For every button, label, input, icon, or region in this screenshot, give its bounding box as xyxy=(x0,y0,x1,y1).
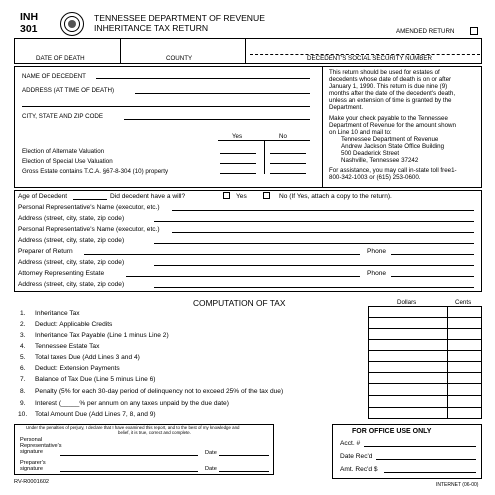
rep2-name-field[interactable] xyxy=(172,232,474,233)
line-5-amount[interactable] xyxy=(369,351,481,361)
line-3-amount[interactable] xyxy=(369,329,481,339)
will-yes-label: Yes xyxy=(236,193,247,200)
line-4-amount[interactable] xyxy=(369,340,481,350)
instructions-line: January 1, 1990. This return is due nine (9) xyxy=(329,83,448,90)
form-version: INTERNET (06-00) xyxy=(436,482,479,488)
line-10-label: Total Amount Due (Add Lines 7, 8, and 9) xyxy=(35,411,156,418)
date-recd-field[interactable] xyxy=(376,459,476,460)
will-yes-checkbox[interactable] xyxy=(223,192,230,199)
gross-estate-no[interactable] xyxy=(270,173,306,174)
special-use-no[interactable] xyxy=(270,163,306,164)
attorney-address-field[interactable] xyxy=(154,287,474,288)
rep1-name-field[interactable] xyxy=(172,210,474,211)
preparer-phone-label: Phone xyxy=(367,248,387,255)
rep-date-field[interactable] xyxy=(219,455,269,456)
rep2-address-field[interactable] xyxy=(154,243,474,244)
rep2-address-label: Address (street, city, state, zip code) xyxy=(18,237,125,244)
special-use-yes[interactable] xyxy=(220,163,256,164)
perjury-statement-2: belief, it is true, correct and complete. xyxy=(118,430,191,435)
special-use-label: Election of Special Use Valuation xyxy=(22,158,113,165)
state-seal-icon xyxy=(60,12,84,36)
line-7-label: Balance of Tax Due (Line 5 minus Line 6) xyxy=(35,376,156,383)
form-title: INHERITANCE TAX RETURN xyxy=(94,23,209,33)
form-id: RV-R0001602 xyxy=(14,479,50,485)
preparer-signature-field[interactable] xyxy=(60,471,198,472)
line-2-amount[interactable] xyxy=(369,318,481,328)
alternate-valuation-label: Election of Alternate Valuation xyxy=(22,148,105,155)
line-6-label: Deduct: Extension Payments xyxy=(35,365,120,372)
line-9-number: 9. xyxy=(20,400,26,407)
preparer-address-label: Address (street, city, state, zip code) xyxy=(18,259,125,266)
mailing-address-line: Nashville, Tennessee 37242 xyxy=(341,157,419,164)
decedent-name-field[interactable] xyxy=(96,78,310,79)
dollars-header: Dollars xyxy=(397,299,417,306)
line-9-amount[interactable] xyxy=(369,396,481,407)
line-8-amount[interactable] xyxy=(369,384,481,395)
gross-estate-label: Gross Estate contains T.C.A. §67-8-304 (10) property xyxy=(22,168,169,175)
rep1-label: Personal Representative's Name (executor, etc.) xyxy=(18,204,160,211)
county-field[interactable] xyxy=(122,40,243,54)
alternate-valuation-no[interactable] xyxy=(270,153,306,154)
assistance-line: 800-342-1003 or (615) 253-0600. xyxy=(329,174,421,181)
line-6-amount[interactable] xyxy=(369,362,481,372)
line-7-amount[interactable] xyxy=(369,373,481,383)
instructions-line: Department of Revenue for the amount shown xyxy=(329,122,456,129)
instructions-line: decedents whose date of death is on or after xyxy=(329,76,452,83)
preparer-date-label: Date xyxy=(205,466,217,472)
gross-estate-yes[interactable] xyxy=(220,173,256,174)
amt-recd-field[interactable] xyxy=(384,472,476,473)
decedent-name-label: NAME OF DECEDENT xyxy=(22,73,86,80)
preparer-date-field[interactable] xyxy=(219,471,269,472)
mailing-address-line: Tennessee Department of Revenue xyxy=(341,136,439,143)
instructions-line: months after the date of the decedent's death, xyxy=(329,90,456,97)
decedent-address-line2[interactable] xyxy=(22,106,310,107)
acct-field[interactable] xyxy=(364,446,476,447)
ssn-label: DECEDENT'S SOCIAL SECURITY NUMBER xyxy=(307,55,432,62)
rep1-address-field[interactable] xyxy=(154,221,474,222)
attorney-label: Attorney Representing Estate xyxy=(18,270,105,277)
preparer-label: Preparer of Return xyxy=(18,248,73,255)
amt-recd-label: Amt. Rec'd $ xyxy=(340,466,378,473)
perjury-statement: Under the penalties of perjury, I declare that I have examined this report, and to the best of my knowledge and xyxy=(26,425,240,430)
instructions-line: This return should be used for estates of xyxy=(329,69,440,76)
date-of-death-label: DATE OF DEATH xyxy=(36,55,85,62)
decedent-city-field[interactable] xyxy=(124,119,310,120)
alternate-valuation-yes[interactable] xyxy=(220,153,256,154)
amended-return-checkbox[interactable] xyxy=(470,27,478,35)
rep1-address-label: Address (street, city, state, zip code) xyxy=(18,215,125,222)
line-2-number: 2. xyxy=(20,321,26,328)
attorney-name-field[interactable] xyxy=(126,276,360,277)
computation-title: COMPUTATION OF TAX xyxy=(193,298,286,308)
date-recd-label: Date Rec'd xyxy=(340,453,373,460)
line-4-label: Tennessee Estate Tax xyxy=(35,343,100,350)
line-1-number: 1. xyxy=(20,310,26,317)
instructions-line: unless an extension of time is granted by the xyxy=(329,97,452,104)
line-7-number: 7. xyxy=(20,376,26,383)
line-3-number: 3. xyxy=(20,332,26,339)
election-yes-header: Yes xyxy=(232,133,243,140)
line-8-label: Penalty (5% for each 30-day period of delinquency not to exceed 25% of the tax due) xyxy=(35,388,284,395)
ssn-field[interactable] xyxy=(250,40,480,55)
age-field[interactable] xyxy=(73,199,107,200)
instructions-line: on Line 10 and mail to: xyxy=(329,129,392,136)
decedent-address-field[interactable] xyxy=(135,93,310,94)
line-1-label: Inheritance Tax xyxy=(35,310,80,317)
decedent-address-label: ADDRESS (AT TIME OF DEATH) xyxy=(22,87,115,94)
line-5-number: 5. xyxy=(20,354,26,361)
instructions-line: Make your check payable to the Tennessee xyxy=(329,115,448,122)
preparer-signature-label: Preparer's xyxy=(20,460,46,466)
rep-signature-label-2: Representative's xyxy=(20,443,62,449)
mailing-address-line: Andrew Jackson State Office Building xyxy=(341,143,445,150)
attorney-phone-field[interactable] xyxy=(391,276,474,277)
will-question: Did decedent have a will? xyxy=(110,193,186,200)
instructions-line: Department. xyxy=(329,104,364,111)
county-label: COUNTY xyxy=(166,55,193,62)
acct-label: Acct. # xyxy=(340,440,361,447)
line-9-label: Interest (_____% per annum on any taxes unpaid by the due date) xyxy=(35,400,229,407)
decedent-city-label: CITY, STATE AND ZIP CODE xyxy=(22,113,104,120)
will-no-checkbox[interactable] xyxy=(263,192,270,199)
line-10-amount[interactable] xyxy=(369,408,481,418)
line-10-number: 10. xyxy=(18,411,28,418)
election-no-header: No xyxy=(279,133,287,140)
age-label: Age of Decedent xyxy=(18,193,68,200)
rep2-label: Personal Representative's Name (executor, etc.) xyxy=(18,226,160,233)
preparer-address-field[interactable] xyxy=(154,265,474,266)
line-2-label: Deduct: Applicable Credits xyxy=(35,321,113,328)
rep-date-label: Date xyxy=(205,450,217,456)
office-use-title: FOR OFFICE USE ONLY xyxy=(352,428,432,435)
form-number: 301 xyxy=(20,23,38,35)
line-1-amount[interactable] xyxy=(369,307,481,317)
will-no-label: No (If Yes, attach a copy to the return). xyxy=(279,193,392,200)
line-8-number: 8. xyxy=(20,388,26,395)
cents-header: Cents xyxy=(455,299,472,306)
attorney-phone-label: Phone xyxy=(367,270,387,277)
preparer-signature-label-2: signature xyxy=(20,466,44,472)
form-code: INH xyxy=(20,11,39,23)
mailing-address-line: 500 Deaderick Street xyxy=(341,150,400,157)
department-name: TENNESSEE DEPARTMENT OF REVENUE xyxy=(94,13,265,23)
line-6-number: 6. xyxy=(20,365,26,372)
amended-return-label: AMENDED RETURN xyxy=(396,28,455,35)
line-5-label: Total taxes Due (Add Lines 3 and 4) xyxy=(35,354,140,361)
assistance-line: For assistance, you may call in-state toll free1- xyxy=(329,167,457,174)
line-3-label: Inheritance Tax Payable (Line 1 minus Line 2) xyxy=(35,332,169,339)
rep-signature-field[interactable] xyxy=(60,455,198,456)
rep-signature-label-3: signature xyxy=(20,449,44,455)
attorney-address-label: Address (street, city, state, zip code) xyxy=(18,281,125,288)
preparer-phone-field[interactable] xyxy=(391,254,474,255)
rep-signature-label: Personal xyxy=(20,437,43,443)
line-4-number: 4. xyxy=(20,343,26,350)
date-of-death-field[interactable] xyxy=(16,40,118,54)
preparer-name-field[interactable] xyxy=(84,254,360,255)
